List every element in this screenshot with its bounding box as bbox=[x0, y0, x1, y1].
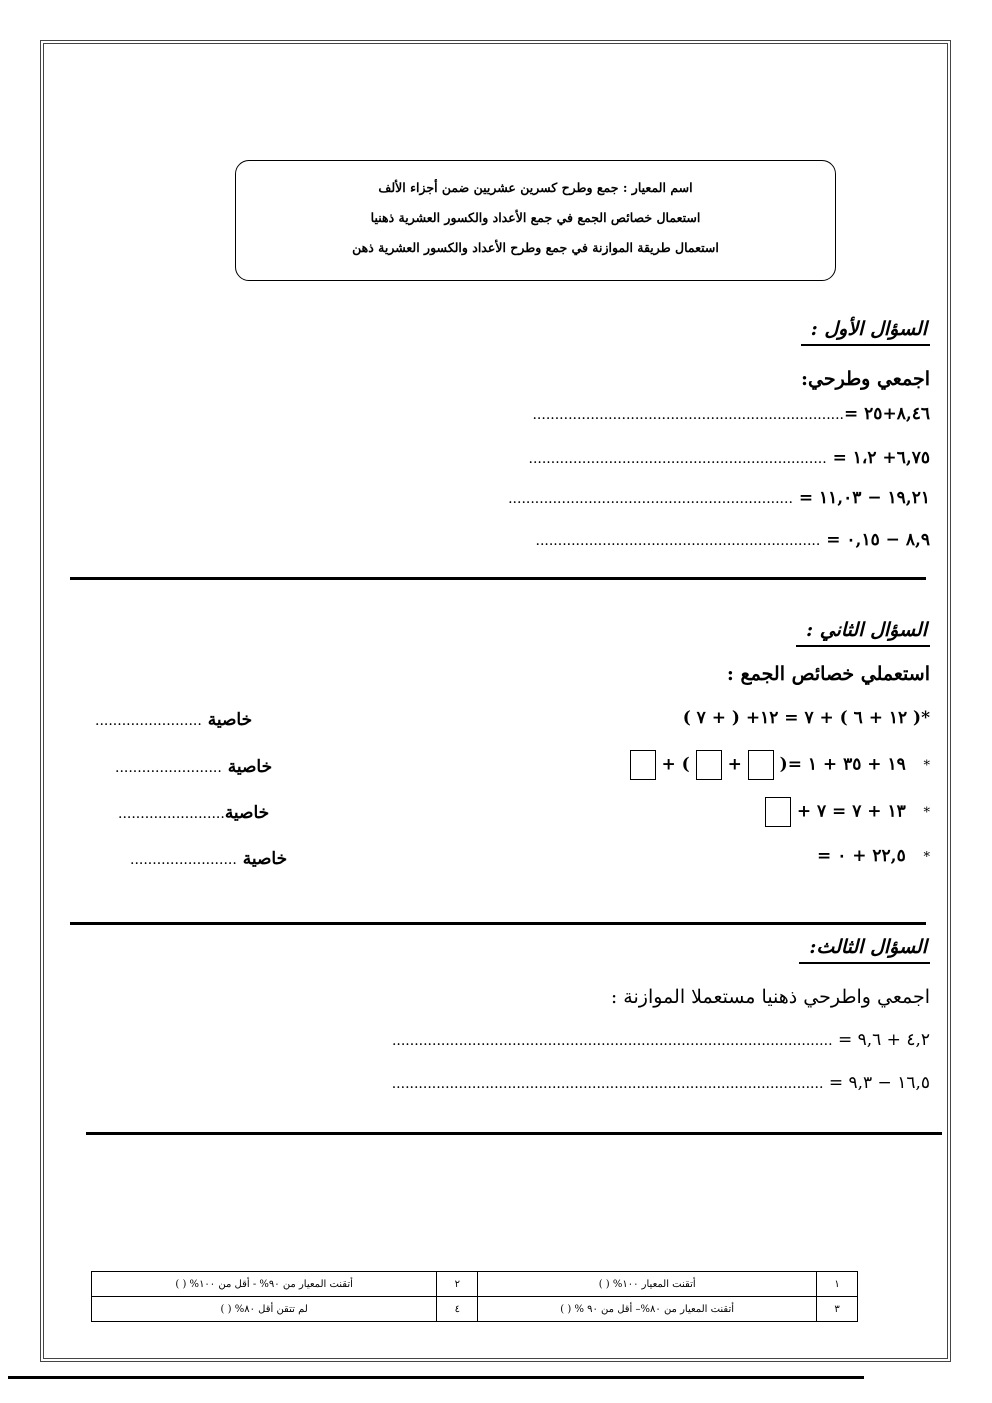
asterisk-icon: * bbox=[921, 708, 930, 728]
q3-item-1-answer[interactable]: ................................................................................................... bbox=[391, 1033, 833, 1049]
standard-line-3: استعمال طريقة الموازنة في جمع وطرح الأعداد والكسور العشرية ذهن bbox=[352, 240, 719, 255]
table-cell: لم تتقن أقل ٨٠% ( ) bbox=[92, 1297, 437, 1322]
q2-title: السؤال الثاني : bbox=[796, 619, 930, 647]
q1-item-4 bbox=[536, 530, 931, 550]
property-label: خاصية bbox=[242, 849, 288, 869]
q3-item-1-expr: ٤,٢ + ٩,٦ = bbox=[837, 1030, 930, 1050]
q3-item-2-expr: ١٦,٥ − ٩,٣ = bbox=[828, 1073, 930, 1093]
q2-item-2 bbox=[630, 750, 930, 780]
standard-line-1: اسم المعيار : جمع وطرح كسرين عشريين ضمن أجزاء الألف bbox=[378, 180, 693, 195]
q1-item-1-expr: ٨,٤٦+٢٥ = bbox=[844, 404, 930, 424]
property-label: خاصية bbox=[207, 710, 253, 730]
q2-item-2-property-answer[interactable]: ........................ bbox=[115, 760, 222, 776]
q1-item-3 bbox=[508, 488, 930, 508]
section-divider-1 bbox=[70, 577, 926, 580]
answer-box[interactable] bbox=[630, 750, 656, 780]
table-cell: أتقنت المعيار ١٠٠% ( ) bbox=[478, 1272, 817, 1297]
q1-item-3-answer[interactable]: ................................................................ bbox=[508, 491, 793, 507]
standard-box bbox=[235, 160, 836, 281]
table-row bbox=[92, 1272, 858, 1297]
q3-item-2 bbox=[392, 1073, 930, 1093]
q2-item-1-property bbox=[95, 710, 252, 730]
answer-box[interactable] bbox=[748, 750, 774, 780]
footer-rule bbox=[8, 1376, 864, 1379]
q3-item-2-answer[interactable]: ................................................................................................. bbox=[391, 1076, 824, 1092]
q2-item-3-property bbox=[118, 803, 269, 823]
q1-title: السؤال الأول : bbox=[801, 318, 930, 346]
property-label: خاصية bbox=[224, 803, 270, 823]
q2-item-3-expr: ١٣ + ٧ = ٧ + bbox=[796, 801, 906, 822]
table-cell: ٣ bbox=[817, 1297, 858, 1322]
q2-item-2-property bbox=[115, 757, 272, 777]
table-cell: ١ bbox=[817, 1272, 858, 1297]
table-cell: أتقنت المعيار من ٩٠% - أقل من ١٠٠% ( ) bbox=[92, 1272, 437, 1297]
q3-instruction: اجمعي واطرحي ذهنيا مستعملا الموازنة : bbox=[610, 986, 930, 1008]
asterisk-icon: * bbox=[923, 758, 930, 774]
standard-line-2: استعمال خصائص الجمع في جمع الأعداد والكسور العشرية ذهنيا bbox=[370, 210, 701, 225]
q2-item-4 bbox=[817, 846, 930, 866]
q1-item-2-expr: ٦,٧٥+ ١،٢ = bbox=[832, 448, 930, 468]
q3-item-1 bbox=[392, 1030, 930, 1050]
q2-item-4-expr: ٢٢,٥ + ٠ = bbox=[817, 846, 906, 866]
table-cell: ٤ bbox=[437, 1297, 478, 1322]
q1-instruction: اجمعي وطرحي: bbox=[800, 368, 930, 390]
q2-item-2-close: ) + bbox=[661, 754, 690, 775]
q3-title: السؤال الثالث: bbox=[799, 936, 930, 964]
property-label: خاصية bbox=[227, 757, 273, 777]
q1-item-1 bbox=[532, 404, 930, 424]
q1-item-1-answer[interactable]: ...................................................................... bbox=[532, 407, 844, 423]
table-row bbox=[92, 1297, 858, 1322]
q2-item-1-property-answer[interactable]: ........................ bbox=[95, 713, 202, 729]
answer-box[interactable] bbox=[765, 797, 791, 827]
q2-instruction: استعملي خصائص الجمع : bbox=[726, 663, 930, 685]
q1-item-3-expr: ١٩,٢١ − ١١,٠٣ = bbox=[798, 488, 930, 508]
q2-item-3 bbox=[765, 797, 930, 827]
q1-item-2-answer[interactable]: ................................................................... bbox=[528, 451, 827, 467]
q2-item-1 bbox=[683, 708, 930, 728]
q2-item-4-property-answer[interactable]: ........................ bbox=[130, 852, 237, 868]
q2-item-2-expr-start: ١٩ + ٣٥ + ١ =( bbox=[779, 754, 906, 775]
section-divider-2 bbox=[70, 922, 926, 925]
table-cell: أتقنت المعيار من ٨٠%– أقل من ٩٠ % ( ) bbox=[478, 1297, 817, 1322]
q1-item-4-expr: ٨,٩ − ٠,١٥ = bbox=[826, 530, 930, 550]
table-cell: ٢ bbox=[437, 1272, 478, 1297]
mastery-table bbox=[91, 1271, 858, 1322]
asterisk-icon: * bbox=[923, 850, 930, 865]
q1-item-2 bbox=[529, 448, 931, 468]
q2-item-2-plus: + bbox=[727, 754, 742, 775]
asterisk-icon: * bbox=[923, 805, 930, 821]
q2-item-3-property-answer[interactable]: ........................ bbox=[118, 806, 225, 822]
q1-item-4-answer[interactable]: ................................................................ bbox=[535, 533, 821, 549]
q2-item-4-property bbox=[130, 849, 287, 869]
section-divider-3 bbox=[86, 1132, 942, 1135]
answer-box[interactable] bbox=[696, 750, 722, 780]
q2-item-1-expr: ( ١٢ + ٦ ) + ٧ = ١٢+ ( + ٧ ) bbox=[682, 708, 922, 728]
